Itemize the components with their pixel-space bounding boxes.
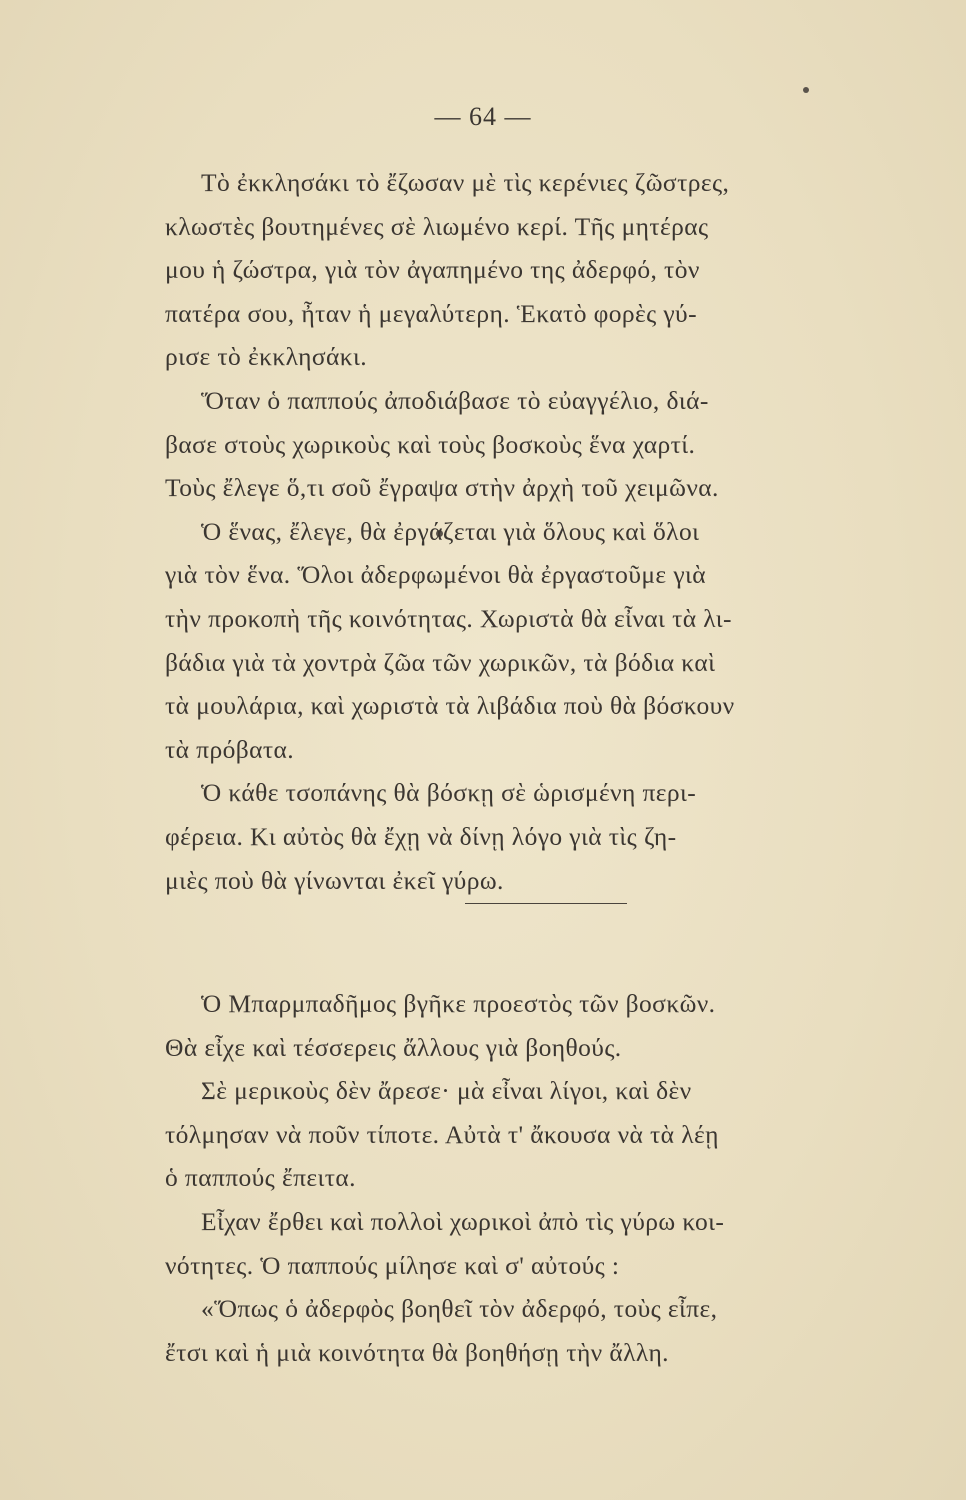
text-line: νότητες. Ὁ παππούς μίλησε καὶ σ' αὐτούς : <box>165 1250 620 1280</box>
text-line: Θὰ εἶχε καὶ τέσσερεις ἄλλους γιὰ βοηθούς. <box>165 1032 622 1062</box>
text-line: βάδια γιὰ τὰ χοντρὰ ζῶα τῶν χωρικῶν, τὰ βόδια καὶ <box>165 647 716 677</box>
text-line: Εἶχαν ἔρθει καὶ πολλοὶ χωρικοὶ ἀπὸ τὶς γύρω κοι- <box>201 1206 725 1236</box>
text-line: τὰ πρόβατα. <box>165 734 295 764</box>
text-line: μιὲς ποὺ θὰ γίνωνται ἐκεῖ γύρω. <box>165 865 504 895</box>
text-line: τόλμησαν νὰ ποῦν τίποτε. Αὐτὰ τ' ἄκουσα νὰ τὰ λέῃ <box>165 1119 719 1149</box>
page-number: — 64 — <box>434 102 532 131</box>
text-block-1 <box>165 161 905 902</box>
text-line: τὰ μουλάρια, καὶ χωριστὰ τὰ λιβάδια ποὺ θὰ βόσκουν <box>165 691 735 721</box>
text-line: Τὸ ἐκκλησάκι τὸ ἔζωσαν μὲ τὶς κερένιες ζῶστρες, <box>201 168 730 197</box>
text-line: πατέρα σου, ἦταν ἡ μεγαλύτερη. Ἑκατὸ φορὲς γύ- <box>165 298 697 328</box>
text-line: γιὰ τὸν ἕνα. Ὅλοι ἀδερφωμένοι θὰ ἐργαστοῦμε γιὰ <box>165 560 707 590</box>
text-line: Τοὺς ἔλεγε ὅ,τι σοῦ ἔγραψα στὴν ἀρχὴ τοῦ χειμῶνα. <box>165 473 719 503</box>
text-line: Ὁ κάθε τσοπάνης θὰ βόσκῃ σὲ ὡρισμένη περι- <box>201 778 697 808</box>
text-line: φέρεια. Κι αὐτὸς θὰ ἔχῃ νὰ δίνῃ λόγο γιὰ τὶς ζη- <box>165 821 677 851</box>
text-line: ρισε τὸ ἐκκλησάκι. <box>165 342 368 372</box>
text-block-2 <box>165 982 905 1374</box>
text-line: κλωστὲς βουτημένες σὲ λιωμένο κερί. Τῆς μητέρας <box>165 211 709 241</box>
text-line: Ὁ ἕνας, ἔλεγε, θὰ ἐργάζεται γιὰ ὅλους καὶ ὅλοι <box>201 516 700 546</box>
text-line: μου ἡ ζώστρα, γιὰ τὸν ἀγαπημένο της ἀδερφό, τὸν <box>165 255 700 285</box>
text-line: ἔτσι καὶ ἡ μιὰ κοινότητα θὰ βοηθήσῃ τὴν ἄλλη. <box>165 1337 669 1367</box>
section-divider <box>465 903 627 904</box>
text-line: «Ὅπως ὁ ἀδερφὸς βοηθεῖ τὸν ἀδερφό, τοὺς εἶπε, <box>201 1294 718 1324</box>
text-line: τὴν προκοπὴ τῆς κοινότητας. Χωριστὰ θὰ εἶναι τὰ λι- <box>165 603 732 633</box>
text-line: Ὅταν ὁ παππούς ἀποδιάβασε τὸ εὐαγγέλιο, διά- <box>201 385 709 415</box>
speck <box>803 87 809 93</box>
text-line: βασε στοὺς χωρικοὺς καὶ τοὺς βοσκοὺς ἕνα χαρτί. <box>165 429 696 459</box>
text-line: ὁ παππούς ἔπειτα. <box>165 1163 356 1193</box>
text-line: Σὲ μερικοὺς δὲν ἄρεσε· μὰ εἶναι λίγοι, καὶ δὲν <box>201 1076 692 1106</box>
text-line: Ὁ Μπαρμπαδῆμος βγῆκε προεστὸς τῶν βοσκῶν. <box>201 989 716 1018</box>
